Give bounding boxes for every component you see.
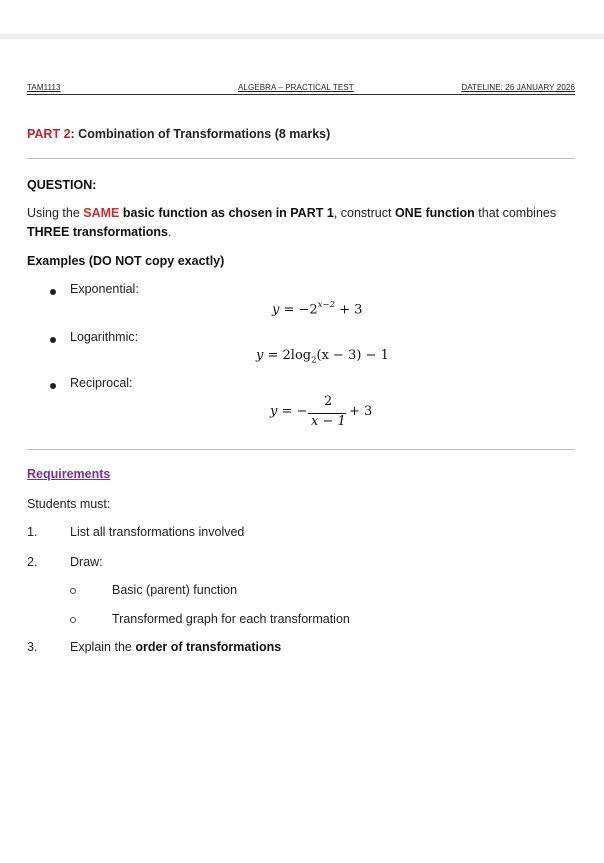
math-part: (x − 3) − 1 [316,348,389,363]
math-exponent: x−2 [317,300,336,310]
requirement-item: Draw: [70,555,103,569]
question-text-part: that combines [474,206,557,220]
sub-bullet [70,588,76,594]
part-label: PART 2 [27,127,71,141]
math-part: + 3 [335,302,363,318]
item-number: 3. [27,640,38,654]
question-text-part: . [168,225,172,239]
top-band [0,0,604,34]
draw-item: Basic (parent) function [112,583,238,597]
question-bold-part: ONE function [394,206,475,220]
divider-bottom [27,449,575,450]
question-text-part: Using the [27,206,84,220]
requirement-item [70,640,281,654]
question-heading: QUESTION: [27,178,97,192]
math-denominator: x − 1 [311,414,346,429]
requirement-bold: order of transformations [135,640,282,654]
math-part: = 2log [263,348,312,363]
divider-top [27,158,575,159]
math-var: y [270,404,278,419]
fraction-numerator: 2 [324,394,333,409]
item-number: 1. [27,525,38,539]
bullet [50,383,56,389]
item-number: 2. [27,555,38,569]
example-label: Reciprocal: [70,376,133,390]
question-text [27,204,577,242]
sub-bullet [70,617,76,623]
requirements-intro: Students must: [27,497,111,511]
examples-heading: Examples (DO NOT copy exactly) [27,254,225,268]
example-label: Exponential: [70,282,139,296]
bullet [50,289,56,295]
header-underline [27,94,575,95]
requirement-text: Explain the [70,640,136,654]
test-title: ALGEBRA – PRACTICAL TEST [238,83,354,92]
requirement-item: List all transformations involved [70,525,245,539]
math-part: = −2 [279,302,318,318]
dateline: DATELINE: 26 JANUARY 2026 [461,83,575,92]
math-var: y [256,348,264,363]
math-part: = − [277,404,308,419]
top-rule [0,34,604,39]
logarithmic-equation [256,348,389,366]
question-bold-part: THREE transformations [27,225,168,239]
part-title [27,127,330,141]
fraction-denominator [311,414,346,429]
part-heading: : Combination of Transformations (8 marks) [70,127,331,141]
question-bold-part: basic function as chosen in PART 1 [119,206,334,220]
bullet [50,337,56,343]
math-subscript: 2 [311,355,317,366]
math-var: y [272,302,280,318]
reciprocal-tail: + 3 [349,404,373,419]
exponential-equation [272,301,362,317]
course-code: TAM1113 [27,83,61,92]
requirements-heading: Requirements [27,467,111,481]
draw-item: Transformed graph for each transformation [112,612,350,626]
example-label: Logarithmic: [70,330,139,344]
reciprocal-lhs [270,404,307,419]
question-text-part: , construct [333,206,395,220]
same-emphasis: SAME [83,206,120,220]
